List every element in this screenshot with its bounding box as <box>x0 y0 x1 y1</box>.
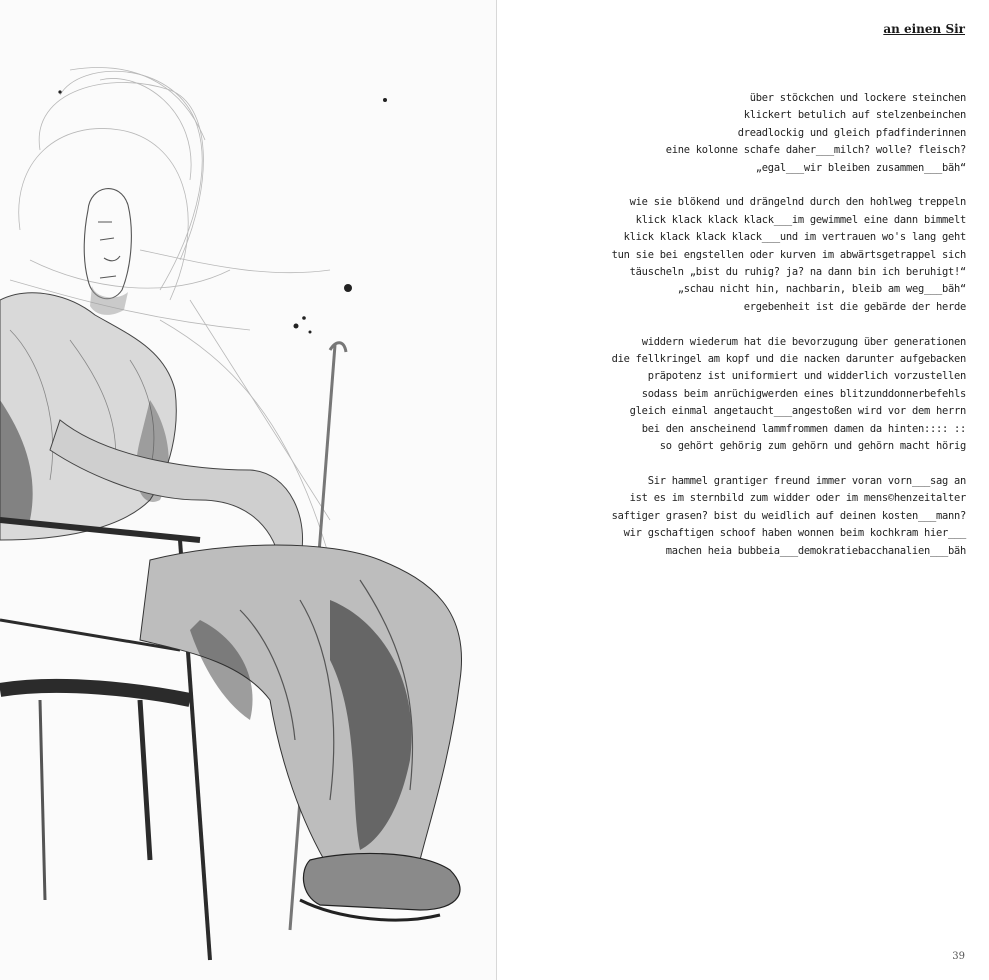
poem-body <box>526 90 966 577</box>
poem-line: eine kolonne schafe daher___milch? wolle? fleisch? <box>665 144 966 157</box>
stanza <box>526 473 966 560</box>
poem-line: klick klack klack klack___und im vertrauen wo's lang geht <box>623 231 966 244</box>
poem-line: ergebenheit ist die gebärde der herde <box>743 300 966 313</box>
poem-line: machen heia bubbeia___demokratiebacchanalien___bäh <box>665 544 966 557</box>
poem-line: „egal___wir bleiben zusammen___bäh“ <box>755 161 966 174</box>
poem-line: dreadlockig und gleich pfadfinderinnen <box>737 126 966 139</box>
stanza <box>526 90 966 177</box>
poem-line: gleich einmal angetaucht___angestoßen wird vor dem herrn <box>629 405 966 418</box>
poem-line: „schau nicht hin, nachbarin, bleib am weg___bäh“ <box>677 283 966 296</box>
text-page <box>497 0 989 980</box>
poem-line: sodass beim anrüchigwerden eines blitzunddonnerbefehls <box>641 387 966 400</box>
poem-line: ist es im sternbild zum widder oder im mens©henzeitalter <box>629 492 966 505</box>
poem-line: widdern wiederum hat die bevorzugung über generationen <box>641 335 966 348</box>
poem-line: präpotenz ist uniformiert und widderlich vorzustellen <box>647 370 966 383</box>
poem-line: so gehört gehörig zum gehörn und gehörn macht hörig <box>659 440 966 453</box>
poem-line: klickert betulich auf stelzenbeinchen <box>743 109 966 122</box>
poem-line: täuscheln „bist du ruhig? ja? na dann bin ich beruhigt!“ <box>629 266 966 279</box>
poem-title: an einen Sir <box>883 22 965 36</box>
poem-line: die fellkringel am kopf und die nacken darunter aufgebacken <box>611 353 966 366</box>
poem-line: Sir hammel grantiger freund immer voran vorn___sag an <box>647 474 966 487</box>
poem-line: saftiger grasen? bist du weidlich auf deinen kosten___mann? <box>611 509 966 522</box>
page-number: 39 <box>952 951 965 962</box>
poem-line: wir gschaftigen schoof haben wonnen beim kochkram hier___ <box>623 527 966 540</box>
poem-line: klick klack klack klack___im gewimmel eine dann bimmelt <box>635 213 966 226</box>
poem-line: tun sie bei engstellen oder kurven im abwärtsgetrappel sich <box>611 248 966 261</box>
stanza <box>526 194 966 316</box>
poem-line: über stöckchen und lockere steinchen <box>749 92 966 104</box>
stanza <box>526 334 966 456</box>
poem-line: bei den anscheinend lammfrommen damen da hinten:::: :: <box>641 422 966 435</box>
poem-line: wie sie blökend und drängelnd durch den hohlweg treppeln <box>629 196 966 209</box>
